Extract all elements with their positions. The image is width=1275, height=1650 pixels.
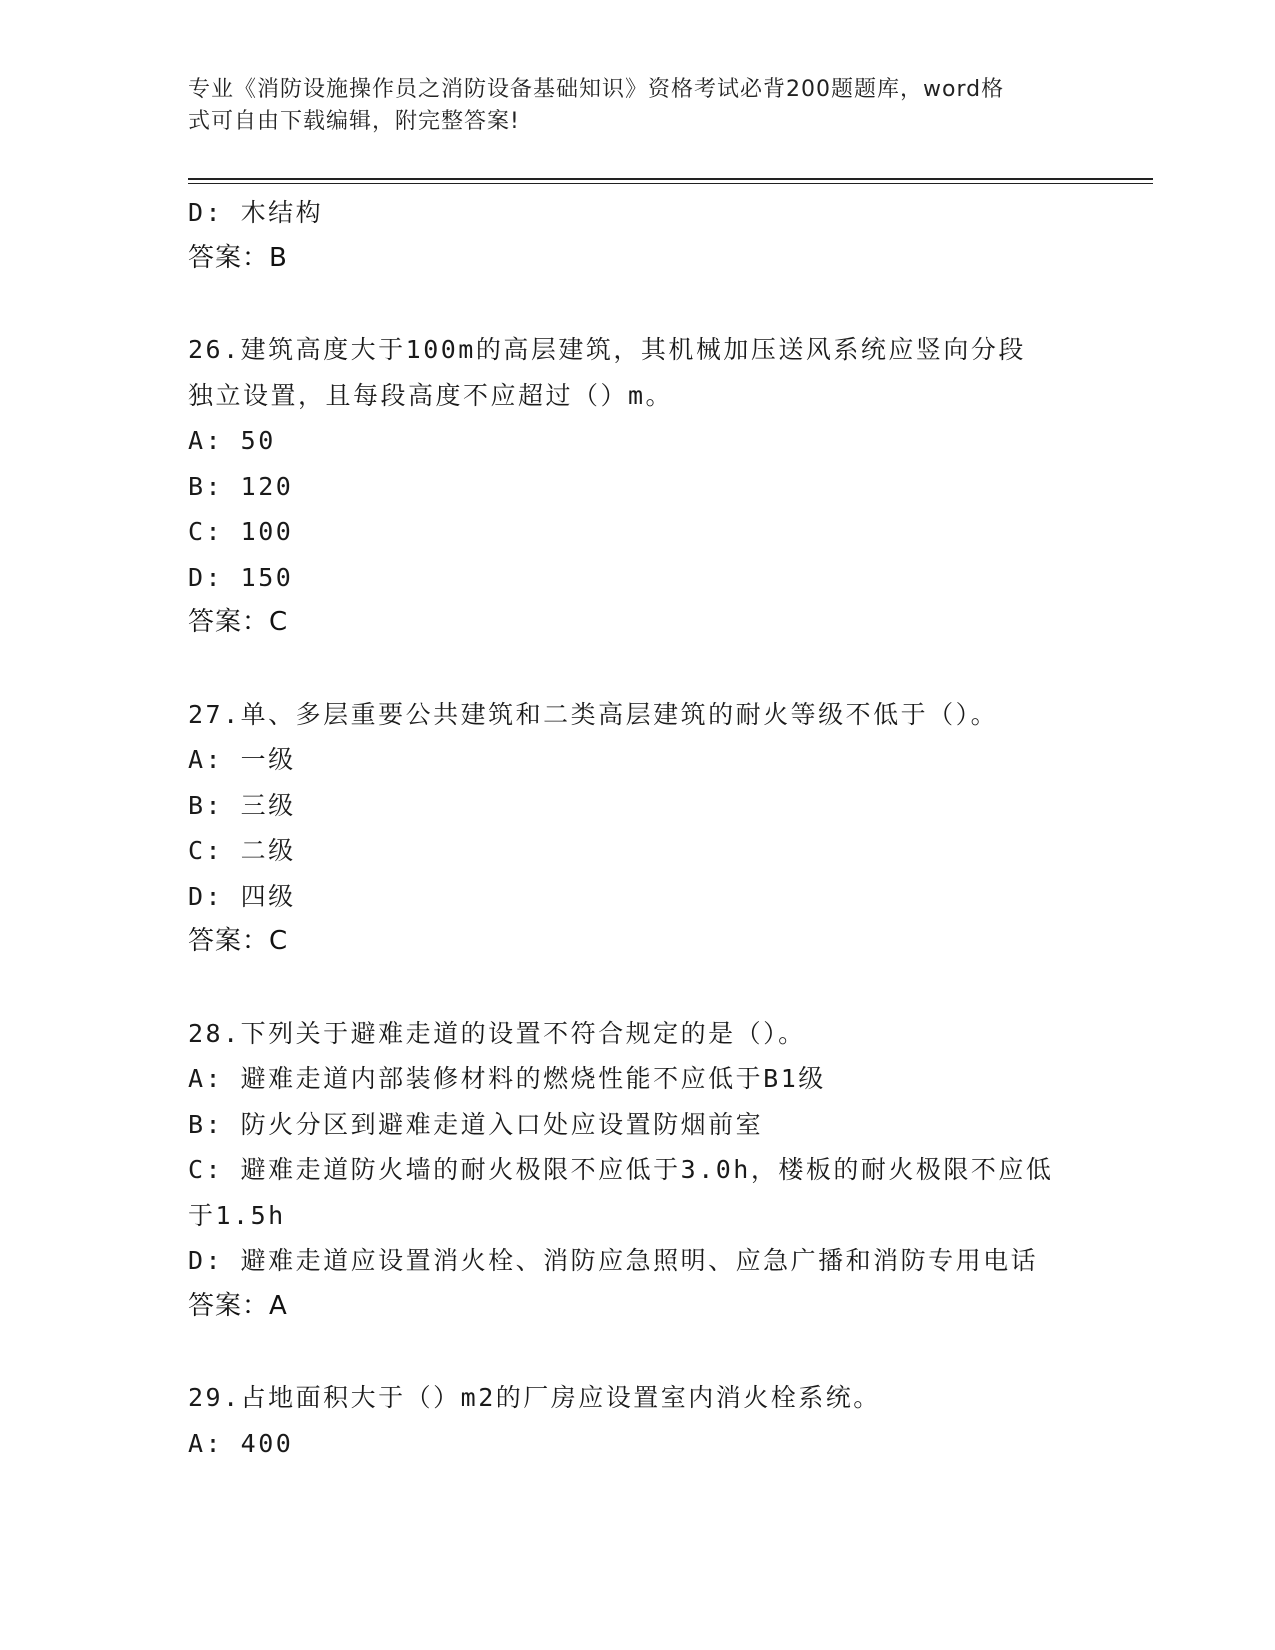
question-stem: 29.占地面积大于（）m2的厂房应设置室内消火栓系统。 — [188, 1383, 881, 1412]
option-d: D: 木结构 — [188, 198, 324, 227]
option-b: B: 防火分区到避难走道入口处应设置防烟前室 — [188, 1109, 764, 1139]
spacer — [188, 281, 1088, 327]
option-c: C: 100 — [188, 517, 294, 546]
question-28 — [188, 1011, 1088, 1330]
answer: 答案：A — [188, 1290, 288, 1321]
answer: 答案：C — [188, 926, 289, 956]
spacer — [188, 646, 1088, 692]
header-divider-thick — [188, 178, 1153, 180]
answer: 答案：C — [188, 607, 289, 637]
option-a: A: 一级 — [188, 745, 296, 774]
header-line-1: 专业《消防设施操作员之消防设备基础知识》资格考试必背200题题库，word格 — [188, 77, 1005, 102]
option-a: A: 400 — [188, 1428, 294, 1458]
spacer — [188, 965, 1088, 1011]
option-d: D: 四级 — [188, 881, 296, 911]
question-stem-continued: 独立设置，且每段高度不应超过（）m。 — [188, 380, 674, 410]
question-stem: 26.建筑高度大于100m的高层建筑，其机械加压送风系统应竖向分段 — [188, 335, 1026, 364]
header-divider-thin — [188, 183, 1153, 184]
question-stem: 28.下列关于避难走道的设置不符合规定的是（）。 — [188, 1018, 806, 1048]
answer: 答案：B — [188, 242, 288, 273]
header-line-2: 式可自由下载编辑，附完整答案! — [188, 109, 520, 134]
question-stem: 27.单、多层重要公共建筑和二类高层建筑的耐火等级不低于（）。 — [188, 699, 999, 729]
question-26 — [188, 327, 1088, 646]
question-29 — [188, 1375, 1088, 1466]
option-c: C: 二级 — [188, 836, 296, 865]
option-a: A: 避难走道内部装修材料的燃烧性能不应低于B1级 — [188, 1064, 826, 1093]
option-c: C: 避难走道防火墙的耐火极限不应低于3.0h，楼板的耐火极限不应低 — [188, 1155, 1054, 1184]
option-d: D: 避难走道应设置消火栓、消防应急照明、应急广播和消防专用电话 — [188, 1246, 1039, 1275]
spacer — [188, 1329, 1088, 1375]
question-27 — [188, 692, 1088, 965]
option-b: B: 120 — [188, 471, 294, 501]
option-d: D: 150 — [188, 562, 294, 592]
option-c-continued: 于1.5h — [188, 1200, 286, 1230]
option-b: B: 三级 — [188, 790, 296, 820]
question-list — [188, 190, 1088, 1466]
option-a: A: 50 — [188, 426, 276, 455]
carryover-question — [188, 190, 1088, 281]
document-header — [188, 74, 1068, 138]
